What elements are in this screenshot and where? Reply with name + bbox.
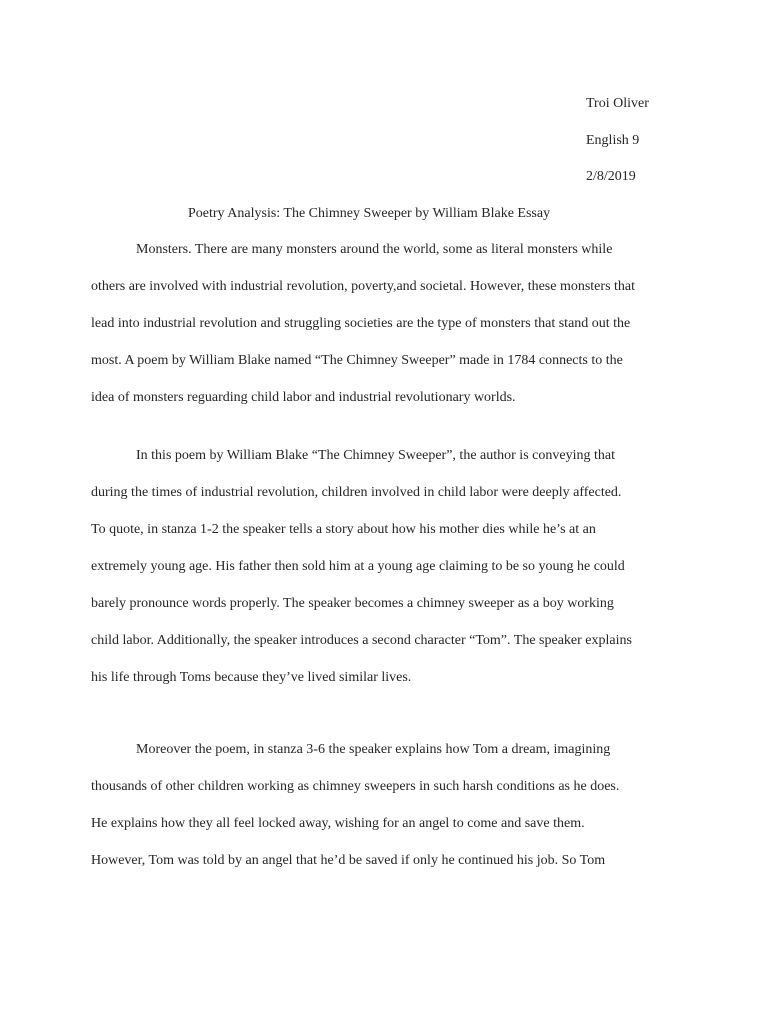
paragraph-line: most. A poem by William Blake named “The Chimney Sweeper” made in 1784 connects to the — [91, 353, 623, 368]
paragraph-line: idea of monsters reguarding child labor and industrial revolutionary worlds. — [91, 390, 516, 405]
paragraph-line: his life through Toms because they’ve lived similar lives. — [91, 670, 412, 685]
paragraph-line: lead into industrial revolution and struggling societies are the type of monsters that stand out the — [91, 316, 631, 331]
essay-title: Poetry Analysis: The Chimney Sweeper by William Blake Essay — [188, 206, 551, 221]
course-name: English 9 — [586, 133, 640, 148]
paragraph-line: Monsters. There are many monsters around the world, some as literal monsters while — [136, 242, 613, 257]
paragraph-line: barely pronounce words properly. The speaker becomes a chimney sweeper as a boy working — [91, 596, 614, 611]
paragraph-line: In this poem by William Blake “The Chimney Sweeper”, the author is conveying that — [136, 448, 615, 463]
paragraph-line: extremely young age. His father then sold him at a young age claiming to be so young he could — [91, 559, 625, 574]
paragraph-line: thousands of other children working as chimney sweepers in such harsh conditions as he does. — [91, 779, 620, 794]
paragraph-line: However, Tom was told by an angel that he’d be saved if only he continued his job. So Tom — [91, 853, 606, 868]
paragraph-line: To quote, in stanza 1-2 the speaker tells a story about how his mother dies while he’s at an — [91, 522, 596, 537]
essay-date: 2/8/2019 — [586, 169, 636, 184]
author-name: Troi Oliver — [586, 96, 649, 111]
paragraph-line: child labor. Additionally, the speaker introduces a second character “Tom”. The speaker explains — [91, 633, 632, 648]
paragraph-line: during the times of industrial revolution, children involved in child labor were deeply affected. — [91, 485, 622, 500]
paragraph-line: others are involved with industrial revolution, poverty,and societal. However, these monsters that — [91, 279, 636, 294]
paragraph-line: He explains how they all feel locked away, wishing for an angel to come and save them. — [91, 816, 585, 831]
paragraph-line: Moreover the poem, in stanza 3-6 the speaker explains how Tom a dream, imagining — [136, 742, 611, 757]
